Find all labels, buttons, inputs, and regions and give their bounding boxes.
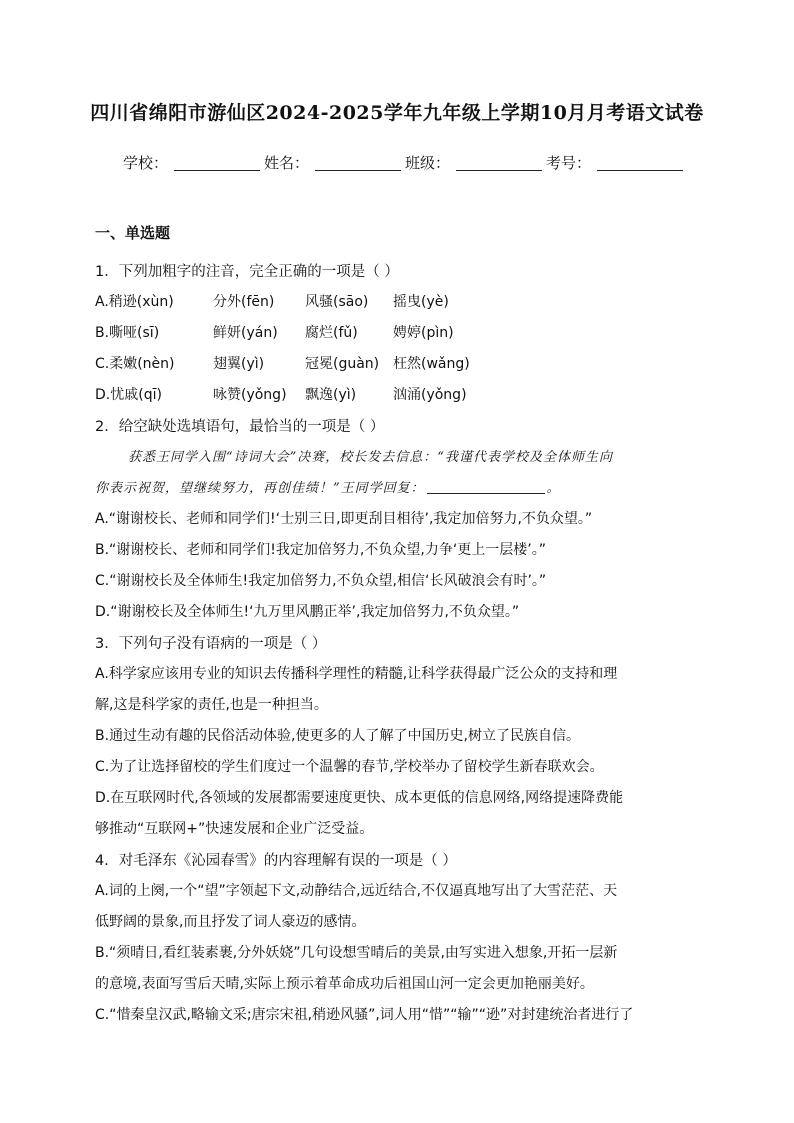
question-3-option-a-line-1: A.科学家应该用专业的知识去传播科学理性的精髓,让科学获得最广泛公众的支持和理 (95, 666, 618, 682)
option-item: A.稍逊(xùn) (95, 294, 174, 310)
name-blank[interactable] (315, 156, 401, 171)
question-3-option-a-line-2: 解,这是科学家的责任,也是一种担当。 (95, 697, 328, 713)
question-4-option-b-line-2: 的意境,表面写雪后天晴,实际上预示着革命成功后祖国山河一定会更加艳丽美好。 (95, 976, 594, 992)
school-label: 学校： (123, 154, 169, 172)
option-item: 枉然(wǎng) (393, 356, 470, 372)
option-item: 咏赞(yǒng) (213, 387, 287, 403)
student-info-row (123, 152, 687, 173)
option-item: D.忧戚(qī) (95, 387, 162, 403)
option-item: 娉婷(pìn) (393, 325, 454, 341)
question-4-option-b-line-1: B.“须晴日,看红装素裹,分外妖娆”几句设想雪晴后的美景,由写实进入想象,开拓一层新 (95, 945, 618, 961)
option-item: C.柔嫩(nèn) (95, 356, 175, 372)
option-item: 翅翼(yì) (213, 356, 265, 372)
question-3-stem: 3．下列句子没有语病的一项是（ ） (95, 636, 327, 652)
question-4-option-a-line-1: A.词的上阕,一个“望”字领起下文,动静结合,远近结合,不仅逼真地写出了大雪茫茫、天 (95, 883, 618, 899)
question-1-option-b (95, 322, 454, 342)
question-3-option-b: B.通过生动有趣的民俗活动体验,使更多的人了解了中国历史,树立了民族自信。 (95, 728, 580, 744)
name-label: 姓名： (264, 154, 310, 172)
option-item: 腐烂(fǔ) (305, 325, 358, 341)
option-item: B.嘶哑(sī) (95, 325, 160, 341)
option-item: 摇曳(yè) (393, 294, 449, 310)
question-2-option-d: D.“谢谢校长及全体师生!‘九万里风鹏正举’,我定加倍努力,不负众望。” (95, 604, 520, 620)
question-2-quote-line-1: 获悉王同学入围“诗词大会”决赛，校长发去信息：“我谨代表学校及全体师生向 (128, 450, 613, 465)
quote-end: 。 (546, 481, 561, 496)
number-label: 考号： (546, 154, 592, 172)
quote-text: 你表示祝贺，望继续努力，再创佳绩！”王同学回复： (95, 481, 425, 496)
option-item: 风骚(sāo) (305, 294, 369, 310)
class-blank[interactable] (456, 156, 542, 171)
answer-blank[interactable] (427, 480, 545, 494)
school-blank[interactable] (174, 156, 260, 171)
question-1-option-a (95, 291, 449, 311)
section-heading: 一、单选题 (95, 224, 171, 242)
option-item: 汹涌(yǒng) (393, 387, 467, 403)
option-item: 飘逸(yì) (305, 387, 357, 403)
question-2-option-c: C.“谢谢校长及全体师生!我定加倍努力,不负众望,相信‘长风破浪会有时’。” (95, 573, 547, 589)
question-1-stem: 1．下列加粗字的注音，完全正确的一项是（ ） (95, 264, 399, 280)
class-label: 班级： (405, 154, 451, 172)
option-item: 分外(fēn) (213, 294, 275, 310)
option-item: 冠冕(guàn) (305, 356, 380, 372)
question-2-option-b: B.“谢谢校长、老师和同学们!我定加倍努力,不负众望,力争‘更上一层楼’。” (95, 542, 546, 558)
question-3-option-d-line-1: D.在互联网时代,各领域的发展都需要速度更快、成本更低的信息网络,网络提速降费能 (95, 790, 624, 806)
question-1-option-d (95, 384, 467, 404)
option-item: 鲜妍(yán) (213, 325, 278, 341)
question-4-stem: 4．对毛泽东《沁园春雪》的内容理解有误的一项是（ ） (95, 853, 457, 869)
question-1-option-c (95, 353, 470, 373)
question-3-option-d-line-2: 够推动“互联网+”快速发展和企业广泛受益。 (95, 821, 374, 837)
question-4-option-a-line-2: 低野阔的景象,而且抒发了词人豪迈的感情。 (95, 914, 366, 930)
question-3-option-c: C.为了让选择留校的学生们度过一个温馨的春节,学校举办了留校学生新春联欢会。 (95, 759, 604, 775)
question-4-option-c-line-1: C.“惜秦皇汉武,略输文采;唐宗宋祖,稍逊风骚”,词人用“惜”“输”“逊”对封建统治者进行了 (95, 1007, 634, 1023)
question-2-stem: 2．给空缺处选填语句，最恰当的一项是（ ） (95, 419, 385, 435)
page-title: 四川省绵阳市游仙区2024-2025学年九年级上学期10月月考语文试卷 (90, 102, 704, 124)
question-2-option-a: A.“谢谢校长、老师和同学们!‘士别三日,即更刮目相待’,我定加倍努力,不负众望。” (95, 511, 593, 527)
question-2-quote-line-2 (95, 477, 561, 496)
number-blank[interactable] (597, 156, 683, 171)
